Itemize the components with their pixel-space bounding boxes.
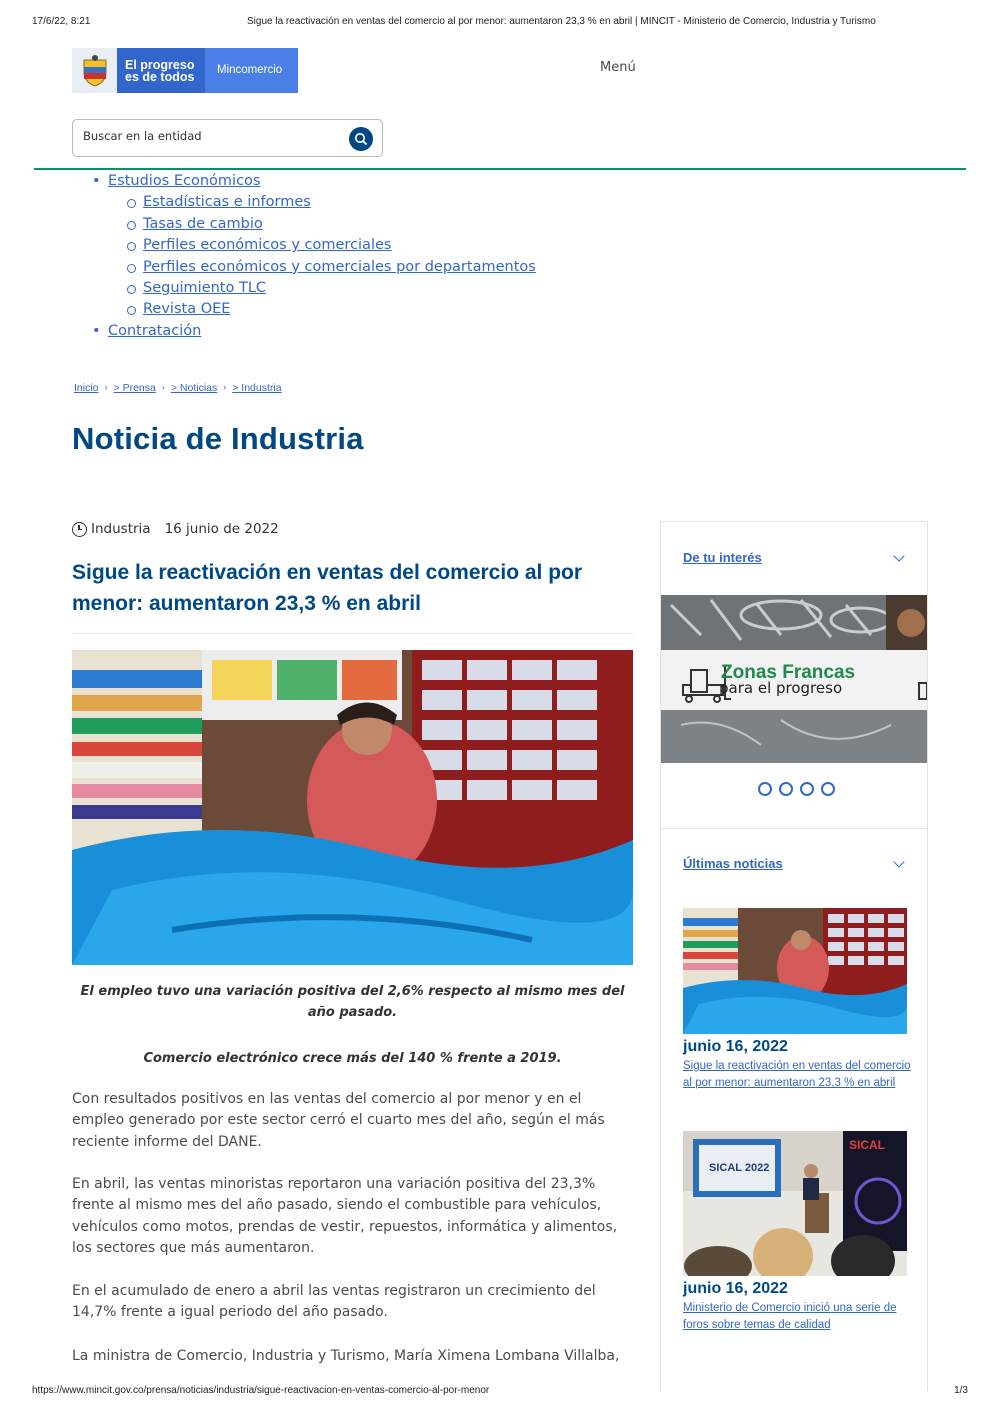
nav-link-revista-oee[interactable]: Revista OEE [143, 301, 231, 318]
clock-icon [72, 522, 87, 537]
news-date: junio 16, 2022 [683, 1038, 788, 1055]
search-button[interactable] [349, 127, 373, 151]
interest-heading[interactable]: De tu interés [683, 550, 762, 565]
article-paragraph: En el acumulado de enero a abril las ventas registraron un crecimiento del 14,7% frente a igual periodo del año pasado. [72, 1283, 596, 1321]
breadcrumb-separator-icon: › [104, 382, 108, 392]
article-divider [72, 633, 633, 634]
site-logo[interactable] [72, 48, 298, 93]
print-url: https://www.mincit.gov.co/prensa/noticias/industria/sigue-reactivacion-en-ventas-comercio-al-por-menor [32, 1385, 490, 1396]
chevron-down-icon[interactable] [893, 856, 904, 867]
news-thumbnail[interactable] [683, 908, 907, 1034]
breadcrumb-industria[interactable]: > Industria [232, 382, 282, 394]
nav-subitem [92, 235, 536, 256]
news-link[interactable]: Ministerio de Comercio inició una serie de foros sobre temas de calidad [683, 1302, 897, 1331]
carousel-dot[interactable] [821, 782, 835, 796]
article-paragraph: En abril, las ventas minoristas reportaron una variación positiva del 23,3% frente al mismo mes del año pasado, siendo el combustible para vehículos, vehículos como motos, prendas de vestir, repuestos, informática y alimentos, los sectores que más aumentaron. [72, 1176, 618, 1256]
nav-link-estadisticas[interactable]: Estadísticas e informes [143, 194, 311, 211]
chevron-down-icon[interactable] [893, 550, 904, 561]
event-screen-label: SICAL 2022 [709, 1162, 770, 1174]
search-input[interactable] [83, 129, 338, 143]
nav-link-estudios[interactable]: Estudios Económicos [108, 173, 261, 189]
nav-link-perfiles-departamentos[interactable]: Perfiles económicos y comerciales por departamentos [143, 258, 536, 275]
nav-link-seguimiento-tlc[interactable]: Seguimiento TLC [143, 280, 267, 297]
coat-of-arms-icon [72, 48, 117, 93]
breadcrumb-inicio[interactable]: Inicio [74, 382, 99, 394]
carousel-dot[interactable] [779, 782, 793, 796]
breadcrumb-separator-icon: › [223, 382, 227, 392]
carousel-dots [758, 782, 835, 796]
nav-subitem [92, 299, 536, 320]
photo-caption: El empleo tuvo una variación positiva del 2,6% respecto al mismo mes del año pasado. [80, 984, 625, 1020]
nav-subitem [92, 257, 536, 278]
menu-button[interactable]: Menú [600, 60, 636, 75]
article-meta [72, 521, 279, 537]
logo-entity: Mincomercio [205, 48, 298, 93]
article-category: Industria [91, 521, 151, 537]
latest-news-heading[interactable]: Últimas noticias [683, 856, 783, 871]
logo-line-1: El progreso [125, 58, 195, 72]
banner-line-2: para el progreso [719, 679, 843, 697]
search-icon [354, 132, 368, 146]
article-subcaption: Comercio electrónico crece más del 140 % frente a 2019. [143, 1051, 562, 1066]
breadcrumb-prensa[interactable]: > Prensa [113, 382, 156, 394]
article-photo [72, 650, 633, 965]
nav-link-perfiles[interactable]: Perfiles económicos y comerciales [143, 237, 392, 254]
logo-line-2: es de todos [125, 70, 195, 84]
print-page-number: 1/3 [954, 1385, 968, 1396]
navigation-list [92, 171, 536, 342]
news-thumbnail[interactable] [683, 1131, 907, 1276]
nav-subitem [92, 278, 536, 299]
nav-link-contratacion[interactable]: Contratación [108, 322, 202, 339]
sidebar [660, 521, 928, 1391]
nav-subitem [92, 192, 536, 213]
nav-item-contratacion [92, 321, 536, 342]
sidebar-divider [661, 828, 927, 829]
carousel-dot[interactable] [758, 782, 772, 796]
article-paragraph: La ministra de Comercio, Industria y Turismo, María Ximena Lombana Villalba, [72, 1348, 620, 1364]
breadcrumb-separator-icon: › [161, 382, 165, 392]
print-datetime: 17/6/22, 8:21 [32, 16, 91, 27]
article-title: Sigue la reactivación en ventas del comercio al por menor: aumentaron 23,3 % en abril [72, 561, 583, 615]
zonas-francas-banner[interactable] [661, 595, 927, 763]
search-box [72, 119, 383, 157]
print-page-title: Sigue la reactivación en ventas del comercio al por menor: aumentaron 23,3 % en abril | MINCIT - Ministerio de Comercio, Industria y Turismo [247, 16, 876, 27]
banner-line-1: Zonas Francas [721, 662, 856, 683]
nav-subitem [92, 214, 536, 235]
header-divider [34, 168, 966, 170]
article-date: 16 junio de 2022 [164, 521, 279, 537]
breadcrumb [74, 382, 282, 394]
nav-link-tasas[interactable]: Tasas de cambio [143, 215, 263, 232]
news-link[interactable]: Sigue la reactivación en ventas del comercio al por menor: aumentaron 23,3 % en abril [683, 1060, 911, 1089]
nav-item-estudios [92, 171, 536, 192]
breadcrumb-noticias[interactable]: > Noticias [170, 382, 218, 394]
svg-text:SICAL: SICAL [849, 1138, 885, 1152]
page-title: Noticia de Industria [72, 421, 364, 456]
news-date: junio 16, 2022 [683, 1280, 788, 1297]
logo-slogan [117, 48, 205, 93]
article-paragraph: Con resultados positivos en las ventas del comercio al por menor y en el empleo generado por este sector cerró el cuarto mes del año, según el más reciente informe del DANE. [72, 1091, 605, 1150]
carousel-dot[interactable] [800, 782, 814, 796]
